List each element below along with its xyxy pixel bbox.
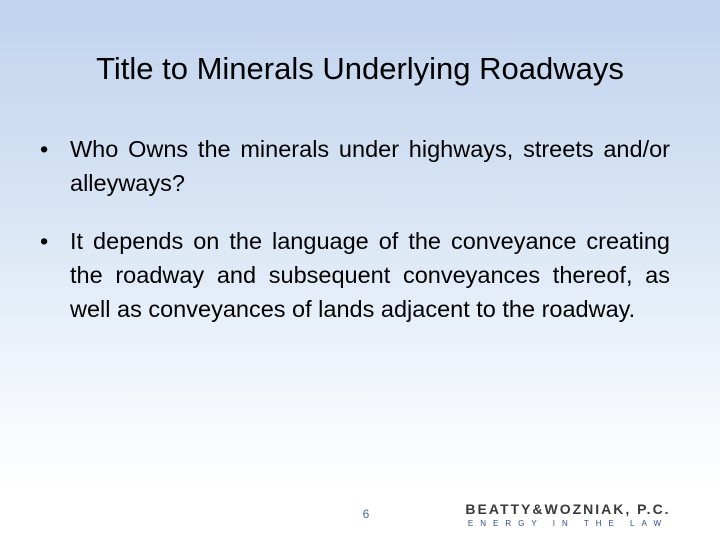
bullet-item [40,224,670,326]
bullet-icon: • [40,228,49,254]
bullet-text: Who Owns the minerals under highways, streets and/or alleyways? [70,136,670,196]
firm-logo [448,500,688,534]
firm-name: BEATTY&WOZNIAK, P.C. [465,501,671,517]
bullet-list [40,132,670,350]
firm-tagline: ENERGY IN THE LAW [467,519,669,528]
page-number: 6 [362,507,370,521]
slide-title: Title to Minerals Underlying Roadways [96,51,624,86]
bullet-text: It depends on the language of the conveyance creating the roadway and subsequent conveyances thereof, as well as conveyances of lands adjacent to the roadway. [70,228,670,322]
bullet-icon: • [40,136,49,162]
bullet-item [40,132,670,200]
